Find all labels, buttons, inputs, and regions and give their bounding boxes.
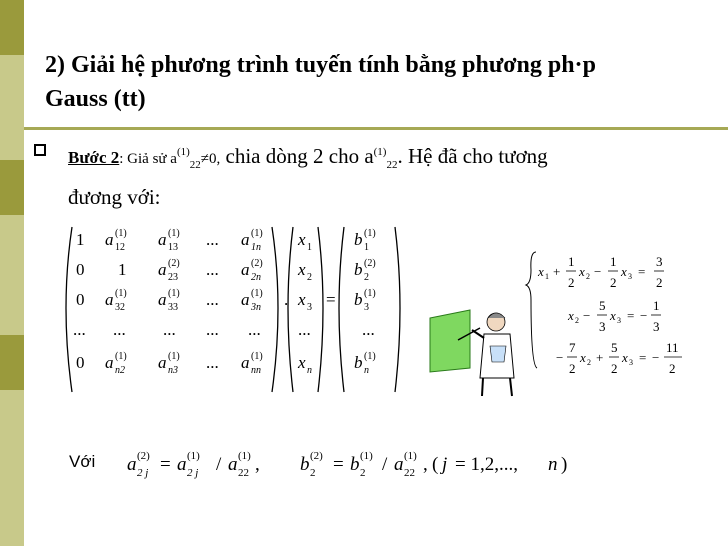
vector-b-entry: b <box>354 353 363 372</box>
matrix-entry: ... <box>206 260 219 279</box>
sub: 32 <box>115 302 125 313</box>
sup: (1) <box>168 288 180 299</box>
sup: (1) <box>168 351 180 362</box>
formula-term: j <box>442 454 448 475</box>
sub: 33 <box>168 302 178 313</box>
formula-op: ( <box>432 454 439 475</box>
eq-num: 5 <box>599 298 606 313</box>
eq-den: 3 <box>653 319 660 334</box>
sup: (1) <box>238 450 251 462</box>
sup: (1) <box>360 450 373 462</box>
equation-system <box>526 252 682 376</box>
sup: (1) <box>364 228 376 239</box>
formula-op: / <box>216 454 222 475</box>
vector-b-entry: b <box>354 230 363 249</box>
voi-label: Với <box>69 452 96 471</box>
matrix-entries <box>73 228 376 376</box>
update-formula <box>127 450 567 479</box>
sub: 3 <box>364 302 369 313</box>
dot-operator: . <box>284 290 289 309</box>
formula-term: a <box>177 454 187 475</box>
matrix-entry: 1 <box>76 230 85 249</box>
eq-den: 2 <box>669 361 676 376</box>
sub: 1 <box>307 242 312 253</box>
vector-x-entry: ... <box>298 320 311 339</box>
matrix-entry: a <box>241 260 250 279</box>
sub: 2 <box>307 272 312 283</box>
vector-b-entry: ... <box>362 320 375 339</box>
eq-term: x <box>538 264 544 279</box>
eq-num: 1 <box>653 298 660 313</box>
sub: 22 <box>189 159 201 172</box>
sub: n <box>307 365 312 376</box>
sup: (1) <box>364 351 376 362</box>
sup: (1) <box>168 228 180 239</box>
eq-den: 2 <box>610 275 617 290</box>
eq-op: = <box>639 350 647 365</box>
sub: 2 <box>360 467 366 479</box>
matrix-entry: a <box>105 290 114 309</box>
matrix-entry: ... <box>206 353 219 372</box>
step-label: Bước 2 <box>68 148 120 167</box>
sub: nn <box>251 365 261 376</box>
sup: (1) <box>404 450 417 462</box>
matrix-entry: a <box>241 353 250 372</box>
sup: (1) <box>373 146 387 158</box>
sup: (1) <box>115 351 127 362</box>
sub: 3 <box>617 316 621 325</box>
formula-term: a <box>127 454 137 475</box>
vector-b-entry: b <box>354 290 363 309</box>
eq-term: x <box>580 350 586 365</box>
sup: (1) <box>115 288 127 299</box>
eq-den: 2 <box>569 361 576 376</box>
matrix-entry: ... <box>73 320 86 339</box>
sup: (1) <box>115 228 127 239</box>
sub: 22 <box>238 467 249 479</box>
step-line-2: đương với: <box>68 185 161 210</box>
matrix-entry: ... <box>206 290 219 309</box>
teacher-pointing-clipart <box>430 310 514 396</box>
eq-op: = <box>638 264 646 279</box>
sub: 2 <box>586 272 590 281</box>
step-condition: : Giả sử a <box>119 151 177 167</box>
sub: 2 <box>587 358 591 367</box>
eq-term: x <box>621 264 627 279</box>
sub: n2 <box>115 365 125 376</box>
vector-b-entry: b <box>354 260 363 279</box>
matrix-entry: a <box>158 290 167 309</box>
sub: 3 <box>628 272 632 281</box>
eq-num: 1 <box>610 254 617 269</box>
sup: (1) <box>176 146 190 158</box>
eq-op: + <box>596 350 604 365</box>
sub: n3 <box>168 365 178 376</box>
eq-term: x <box>610 308 616 323</box>
eq-op: − <box>594 264 602 279</box>
sub: 2 <box>310 467 316 479</box>
sup: (1) <box>251 288 263 299</box>
matrix-entry: a <box>105 230 114 249</box>
sub: 2n <box>251 272 261 283</box>
sup: (2) <box>168 258 180 269</box>
sup: (2) <box>137 450 150 462</box>
eq-term: x <box>622 350 628 365</box>
matrix-entry: 0 <box>76 353 85 372</box>
sup: (2) <box>251 258 263 269</box>
eq-den: 3 <box>599 319 606 334</box>
sup: (1) <box>364 288 376 299</box>
matrix-entry: 0 <box>76 290 85 309</box>
sub: 3n <box>251 302 261 313</box>
vector-x-entry: x <box>298 353 306 372</box>
formula-op: , <box>423 454 428 475</box>
sup: (2) <box>364 258 376 269</box>
sub: 13 <box>168 242 178 253</box>
sup: (1) <box>251 351 263 362</box>
sub: 2 <box>364 272 369 283</box>
eq-op: = <box>627 308 635 323</box>
matrix-entry: ... <box>206 230 219 249</box>
formula-op: = <box>333 454 344 475</box>
formula-op: , <box>255 454 260 475</box>
sub: 1 <box>545 272 549 281</box>
sub: 3 <box>307 302 312 313</box>
matrix-entry: 1 <box>118 260 127 279</box>
matrix-entry: a <box>158 260 167 279</box>
matrix-entry: ... <box>248 320 261 339</box>
eq-den: 2 <box>568 275 575 290</box>
formula-op: ) <box>561 454 568 475</box>
matrix-entry: ... <box>206 320 219 339</box>
eq-op: − <box>583 308 591 323</box>
eq-num: 3 <box>656 254 663 269</box>
sub: 3 <box>629 358 633 367</box>
formula-term: n <box>548 454 558 475</box>
eq-op: − <box>652 350 660 365</box>
title-line-2: Gauss (tt) <box>45 86 146 112</box>
matrix-entry: ... <box>163 320 176 339</box>
sub: 2 j <box>187 467 199 479</box>
title-line-1: 2) Giải hệ phương trình tuyến tính bằng phương ph·p <box>45 52 596 78</box>
matrix-entry: 0 <box>76 260 85 279</box>
formula-op: = <box>160 454 171 475</box>
eq-term: x <box>568 308 574 323</box>
matrix-entry: ... <box>113 320 126 339</box>
sub: 1n <box>251 242 261 253</box>
eq-op: + <box>553 264 561 279</box>
sup: (2) <box>310 450 323 462</box>
neq-text: ≠0, <box>200 151 221 167</box>
vector-x-entry: x <box>298 260 306 279</box>
step-text: chia dòng 2 cho a <box>220 144 374 168</box>
step-text-end: . Hệ đã cho tương <box>397 144 548 168</box>
matrix-entry: a <box>158 353 167 372</box>
formula-term: a <box>394 454 404 475</box>
sub: 2 j <box>137 467 149 479</box>
eq-num: 7 <box>569 340 576 355</box>
eq-op: − <box>556 350 564 365</box>
equals-sign: = <box>326 290 336 309</box>
sub: 22 <box>386 159 398 172</box>
sup: (1) <box>187 450 200 462</box>
formula-term: b <box>350 454 360 475</box>
formula-op: = 1,2,..., <box>455 454 518 475</box>
sup: (1) <box>251 228 263 239</box>
matrix-entry: a <box>158 230 167 249</box>
eq-num: 5 <box>611 340 618 355</box>
eq-num: 11 <box>666 340 679 355</box>
sub: 12 <box>115 242 125 253</box>
eq-op: − <box>640 308 648 323</box>
eq-num: 1 <box>568 254 575 269</box>
formula-op: / <box>382 454 388 475</box>
sub: n <box>364 365 369 376</box>
formula-term: b <box>300 454 310 475</box>
formula-term: a <box>228 454 238 475</box>
sub: 23 <box>168 272 178 283</box>
matrix-entry: a <box>241 230 250 249</box>
vector-x-entry: x <box>298 290 306 309</box>
sub: 1 <box>364 242 369 253</box>
matrix-entry: a <box>105 353 114 372</box>
sub: 2 <box>575 316 579 325</box>
sub: 22 <box>404 467 415 479</box>
eq-term: x <box>579 264 585 279</box>
matrix-entry: a <box>241 290 250 309</box>
eq-den: 2 <box>611 361 618 376</box>
eq-den: 2 <box>656 275 663 290</box>
vector-x-entry: x <box>298 230 306 249</box>
